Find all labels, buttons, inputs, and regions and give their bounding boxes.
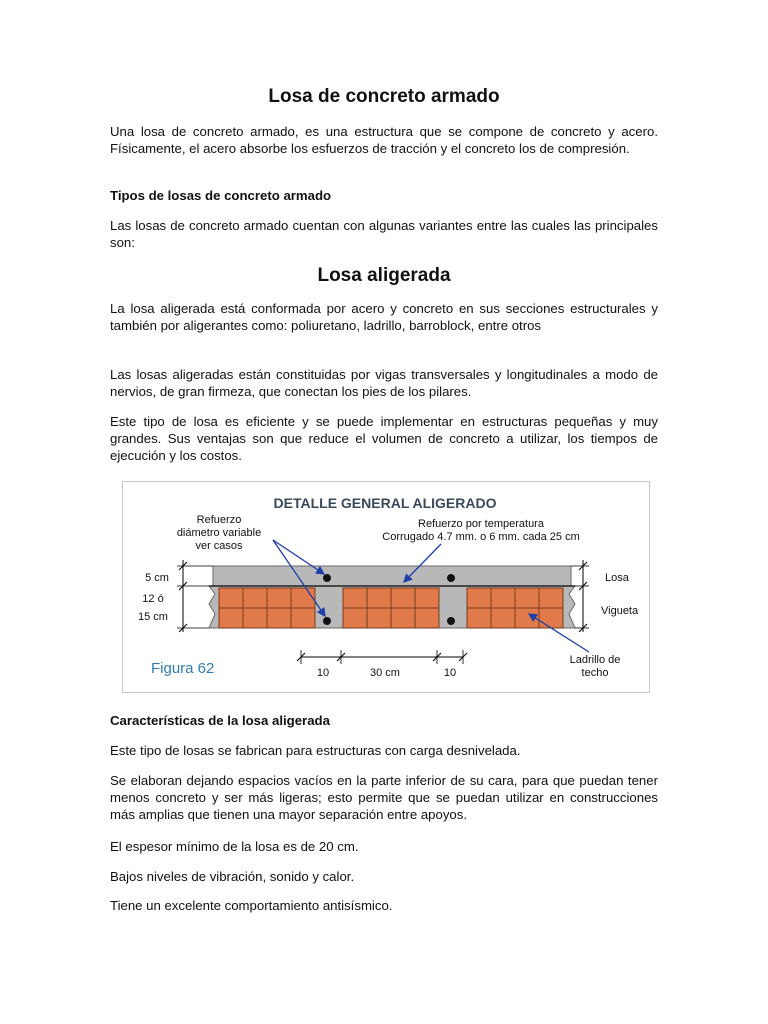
- page-title: Losa de concreto armado: [268, 86, 500, 107]
- label-losa: Losa: [605, 572, 629, 584]
- slab-top-layer: [213, 566, 571, 586]
- label-refuerzo-line1: Refuerzo: [196, 514, 242, 526]
- dim-10-left: 10: [316, 667, 330, 679]
- intro-paragraph: Una losa de concreto armado, es una estructura que se compone de concreto y acero. Físicamente, el acero absorbe los esfuerzos de tracción y el concreto los de compresión.: [110, 124, 658, 156]
- label-vigueta: Vigueta: [601, 605, 639, 617]
- characteristics-heading: Características de la losa aligerada: [110, 713, 330, 728]
- dim-15cm: 15 cm: [138, 611, 168, 623]
- rebar-dot: [447, 617, 455, 625]
- section-title: Losa aligerada: [317, 265, 451, 286]
- brick-group-middle: [343, 588, 439, 628]
- characteristics-paragraph-5: Tiene un excelente comportamiento antisísmico.: [110, 898, 393, 913]
- aligerada-paragraph-3: Este tipo de losa es eficiente y se puede implementar en estructuras pequeñas y muy grandes. Sus ventajas son que reduce el volumen de concreto a utilizar, los tiempos de ejecución y los costos.: [110, 414, 658, 463]
- types-paragraph: Las losas de concreto armado cuentan con algunas variantes entre las cuales las principales son:: [110, 218, 658, 250]
- rebar-dot: [447, 574, 455, 582]
- label-refuerzo-line2: diámetro variable: [176, 527, 262, 539]
- label-temperatura-line1: Refuerzo por temperatura: [418, 518, 544, 530]
- characteristics-paragraph-4: Bajos niveles de vibración, sonido y calor.: [110, 869, 355, 884]
- brick-group-right: [467, 588, 563, 628]
- figure-title: DETALLE GENERAL ALIGERADO: [273, 495, 497, 511]
- dim-10-right: 10: [443, 667, 457, 679]
- characteristics-paragraph-2: Se elaboran dejando espacios vacíos en la parte inferior de su cara, para que puedan tener menos concreto y ser más ligeras; esto permite que se puedan utilizar en construcciones más amplias que tienen una mayor separación entre apoyos.: [110, 773, 658, 822]
- types-heading: Tipos de losas de concreto armado: [110, 188, 332, 203]
- aligerada-paragraph-2: Las losas aligeradas están constituidas por vigas transversales y longitudinales a modo de nervios, de gran firmeza, que conectan los pies de los pilares.: [110, 367, 658, 399]
- brick-group-left: [219, 588, 315, 628]
- label-refuerzo-line3: ver casos: [195, 540, 243, 552]
- aligerada-paragraph-1: La losa aligerada está conformada por acero y concreto en sus secciones estructurales y también por aligerantes como: poliuretano, ladrillo, barroblock, entre otros: [110, 301, 658, 333]
- label-temperatura-line2: Corrugado 4.7 mm. o 6 mm. cada 25 cm: [382, 531, 580, 543]
- characteristics-paragraph-3: El espesor mínimo de la losa es de 20 cm.: [110, 839, 359, 854]
- dim-5cm: 5 cm: [145, 572, 169, 584]
- dim-30cm: 30 cm: [370, 667, 400, 679]
- dim-12: 12 ó: [142, 593, 164, 605]
- characteristics-paragraph-1: Este tipo de losas se fabrican para estructuras con carga desnivelada.: [110, 743, 521, 758]
- rebar-dot: [323, 617, 331, 625]
- slab-detail-figure: [122, 481, 650, 693]
- rebar-dot: [323, 574, 331, 582]
- figure-caption: Figura 62: [151, 660, 215, 677]
- slab-detail-diagram: [123, 482, 651, 694]
- label-ladrillo-line2: techo: [581, 667, 609, 679]
- label-ladrillo-line1: Ladrillo de: [569, 654, 621, 666]
